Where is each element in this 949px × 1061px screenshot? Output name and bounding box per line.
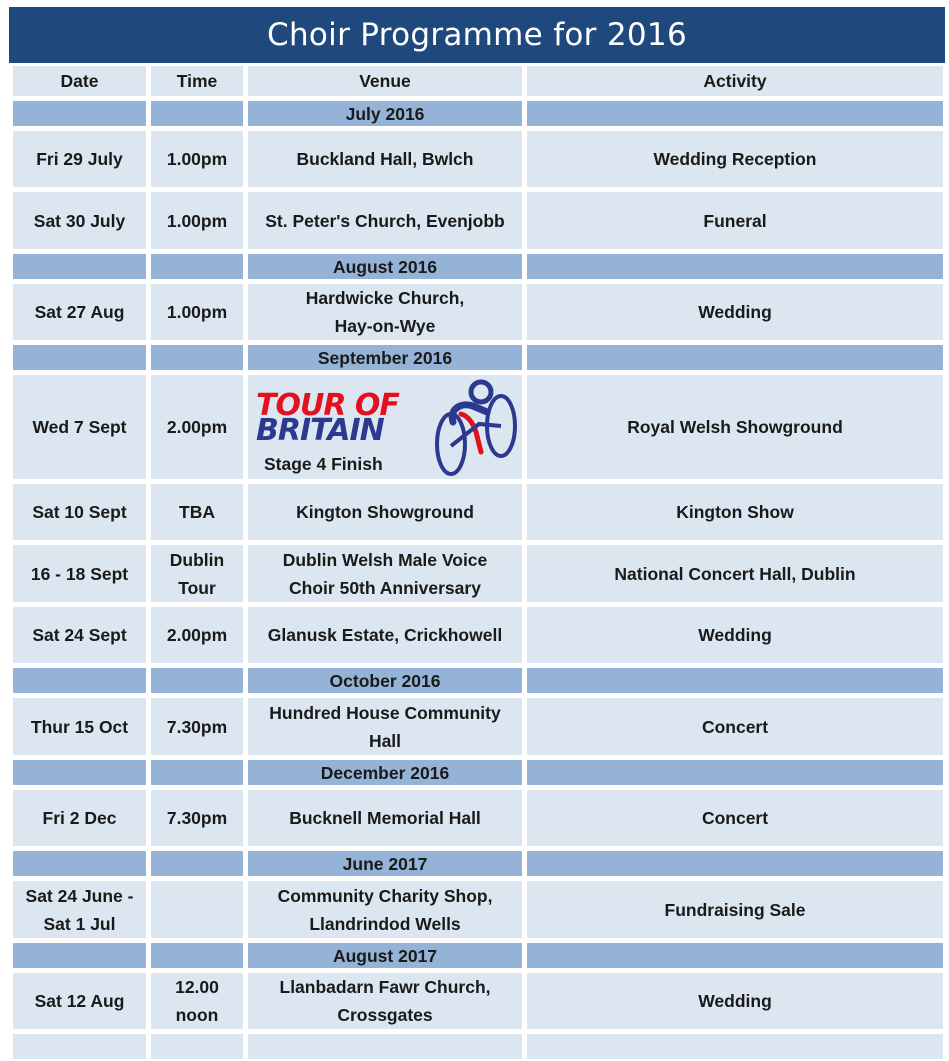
event-date: Fri 2 Dec [13, 790, 146, 846]
month-row-blank [527, 943, 943, 968]
event-time: 1.00pm [151, 131, 243, 187]
event-activity: Wedding [527, 607, 943, 663]
month-heading: June 2017 [248, 851, 522, 876]
month-row-blank [151, 668, 243, 693]
event-time: 2.00pm [151, 607, 243, 663]
month-row-blank [13, 760, 146, 785]
event-activity: Fundraising Sale [527, 881, 943, 938]
logo-caption: Stage 4 Finish [264, 454, 383, 474]
event-venue: Hundred House Community Hall [248, 698, 522, 755]
column-header-venue: Venue [248, 66, 522, 96]
blank-cell [248, 1034, 522, 1059]
event-date: Sat 27 Aug [13, 284, 146, 340]
event-time: 1.00pm [151, 284, 243, 340]
column-header-date: Date [13, 66, 146, 96]
blank-cell [527, 1034, 943, 1059]
event-venue: Hardwicke Church, Hay-on-Wye [248, 284, 522, 340]
event-time: 7.30pm [151, 790, 243, 846]
month-row-blank [151, 943, 243, 968]
event-date: Sat 10 Sept [13, 484, 146, 540]
event-activity: Concert [527, 790, 943, 846]
month-row-blank [13, 668, 146, 693]
event-venue: Buckland Hall, Bwlch [248, 131, 522, 187]
month-row-blank [151, 254, 243, 279]
event-venue: Kington Showground [248, 484, 522, 540]
event-venue: Dublin Welsh Male Voice Choir 50th Anniversary [248, 545, 522, 602]
blank-cell [13, 1034, 146, 1059]
month-row-blank [527, 345, 943, 370]
tour-of-britain-logo [249, 376, 521, 478]
event-activity: Funeral [527, 192, 943, 249]
month-row-blank [151, 101, 243, 126]
event-activity: Wedding Reception [527, 131, 943, 187]
cyclist-icon [431, 374, 521, 478]
event-date: Sat 30 July [13, 192, 146, 249]
page-title: Choir Programme for 2016 [9, 7, 945, 63]
event-time: 1.00pm [151, 192, 243, 249]
month-row-blank [527, 254, 943, 279]
month-row-blank [151, 760, 243, 785]
event-date: Sat 24 Sept [13, 607, 146, 663]
month-row-blank [13, 851, 146, 876]
event-activity: Wedding [527, 973, 943, 1029]
logo-text-line1: TOUR OF [256, 388, 399, 423]
month-heading: July 2016 [248, 101, 522, 126]
month-row-blank [527, 668, 943, 693]
event-time [151, 881, 243, 938]
month-heading: August 2016 [248, 254, 522, 279]
month-row-blank [13, 345, 146, 370]
month-row-blank [13, 943, 146, 968]
event-venue: St. Peter's Church, Evenjobb [248, 192, 522, 249]
event-venue: Bucknell Memorial Hall [248, 790, 522, 846]
event-time: 12.00 noon [151, 973, 243, 1029]
event-date: Sat 12 Aug [13, 973, 146, 1029]
column-header-time: Time [151, 66, 243, 96]
event-time: 7.30pm [151, 698, 243, 755]
event-activity: Concert [527, 698, 943, 755]
event-venue: Llanbadarn Fawr Church, Crossgates [248, 973, 522, 1029]
month-row-blank [151, 345, 243, 370]
event-time: Dublin Tour [151, 545, 243, 602]
event-date: 16 - 18 Sept [13, 545, 146, 602]
month-row-blank [13, 254, 146, 279]
month-row-blank [151, 851, 243, 876]
month-heading: December 2016 [248, 760, 522, 785]
event-time: 2.00pm [151, 375, 243, 479]
event-date: Wed 7 Sept [13, 375, 146, 479]
blank-cell [151, 1034, 243, 1059]
event-activity: National Concert Hall, Dublin [527, 545, 943, 602]
column-header-activity: Activity [527, 66, 943, 96]
event-venue: Glanusk Estate, Crickhowell [248, 607, 522, 663]
event-date: Fri 29 July [13, 131, 146, 187]
event-time: TBA [151, 484, 243, 540]
event-activity: Wedding [527, 284, 943, 340]
month-row-blank [13, 101, 146, 126]
month-row-blank [527, 101, 943, 126]
event-activity: Kington Show [527, 484, 943, 540]
month-heading: October 2016 [248, 668, 522, 693]
event-venue: Community Charity Shop, Llandrindod Wells [248, 881, 522, 938]
event-date: Sat 24 June - Sat 1 Jul [13, 881, 146, 938]
event-date: Thur 15 Oct [13, 698, 146, 755]
month-row-blank [527, 851, 943, 876]
event-activity: Royal Welsh Showground [527, 375, 943, 479]
month-heading: August 2017 [248, 943, 522, 968]
month-heading: September 2016 [248, 345, 522, 370]
month-row-blank [527, 760, 943, 785]
logo-text-line2: BRITAIN [256, 413, 384, 448]
